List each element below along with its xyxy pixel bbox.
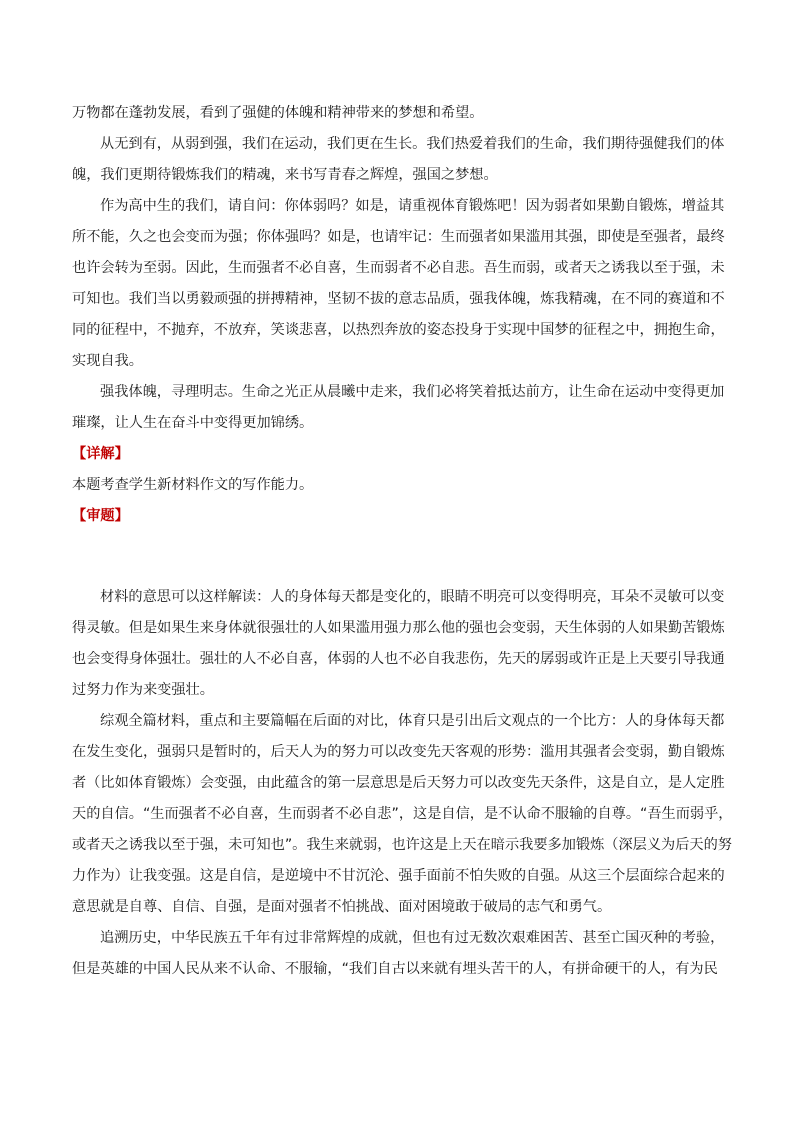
text-line: 过努力作为来变强壮。 [72, 682, 214, 698]
text-line: 天的自信。“生而强者不必自喜，生而弱者不必自悲”，这是自信，是不认命不服输的自尊。“吾生而弱乎， [72, 806, 733, 822]
essay-section [72, 98, 725, 439]
section-gap [72, 532, 722, 582]
text-line: 意思就是自尊、自信、自强，是面对强者不怕挑战、面对困境敢于破局的志气和勇气。 [72, 899, 612, 915]
detail-text: 本题考查学生新材料作文的写作能力。 [72, 477, 314, 493]
text-line: 在发生变化，强弱只是暂时的，后天人为的努力可以改变先天客观的形势：滥用其强者会变弱，勤自锻炼 [72, 744, 725, 760]
text-line: 综观全篇材料，重点和主要篇幅在后面的对比，体育只是引出后文观点的一个比方：人的身体每天都 [100, 713, 725, 729]
document-page [72, 98, 733, 985]
detail-heading: 【详解】 [72, 446, 129, 462]
text-line: 魄，我们更期待锻炼我们的精魂，来书写青春之辉煌，强国之梦想。 [72, 167, 498, 183]
text-line: 万物都在蓬勃发展，看到了强健的体魄和精神带来的梦想和希望。 [72, 105, 484, 121]
text-line: 材料的意思可以这样解读：人的身体每天都是变化的，眼睛不明亮可以变得明亮，耳朵不灵敏可以变 [100, 589, 725, 605]
text-line: 也许会转为至弱。因此，生而强者不必自喜，生而弱者不必自悲。吾生而弱，或者天之诱我以至于强，未 [72, 260, 725, 276]
text-line: 或者天之诱我以至于强，未可知也”。我生来就弱，也许这是上天在暗示我要多加锻炼（深层义为后天的努 [72, 837, 732, 853]
text-line: 也会变得身体强壮。强壮的人不必自喜，体弱的人也不必自我悲伤，先天的孱弱或许正是上天要引导我通 [72, 651, 725, 667]
text-line: 从无到有，从弱到强，我们在运动，我们更在生长。我们热爱着我们的生命，我们期待强健我们的体 [100, 136, 725, 152]
text-line: 璀璨，让人生在奋斗中变得更加锦绣。 [72, 415, 314, 431]
text-line: 所不能，久之也会变而为强；你体强吗？如是，也请牢记：生而强者如果滥用其强，即使是至强者，最终 [72, 229, 725, 245]
text-line: 实现自我。 [72, 353, 143, 369]
review-section [72, 582, 733, 985]
text-line: 得灵敏。但是如果生来身体就很强壮的人如果滥用强力那么他的强也会变弱，天生体弱的人如果勤苦锻炼 [72, 620, 725, 636]
text-line: 可知也。我们当以勇毅顽强的拼搏精神，坚韧不拔的意志品质，强我体魄，炼我精魂，在不同的赛道和不 [72, 291, 725, 307]
text-line: 者（比如体育锻炼）会变强，由此蕴含的第一层意思是后天努力可以改变先天条件，这是自立，是人定胜 [72, 775, 725, 791]
text-line: 强我体魄，寻理明志。生命之光正从晨曦中走来，我们必将笑着抵达前方，让生命在运动中变得更加 [100, 384, 725, 400]
text-line: 力作为）让我变强。这是自信，是逆境中不甘沉沦、强手面前不怕失败的自强。从这三个层面综合起来的 [72, 868, 725, 884]
text-line: 追溯历史，中华民族五千年有过非常辉煌的成就，但也有过无数次艰难困苦、甚至亡国灭种的考验， [100, 930, 725, 946]
text-line: 作为高中生的我们，请自问：你体弱吗？如是，请重视体育锻炼吧！因为弱者如果勤自锻炼，增益其 [100, 198, 725, 214]
review-heading: 【审题】 [72, 508, 129, 524]
text-line: 但是英雄的中国人民从来不认命、不服输，“我们自古以来就有埋头苦干的人，有拼命硬干的人，有为民 [72, 961, 718, 977]
text-line: 同的征程中，不抛弃，不放弃，笑谈悲喜，以热烈奔放的姿态投身于实现中国梦的征程之中，拥抱生命， [72, 322, 725, 338]
